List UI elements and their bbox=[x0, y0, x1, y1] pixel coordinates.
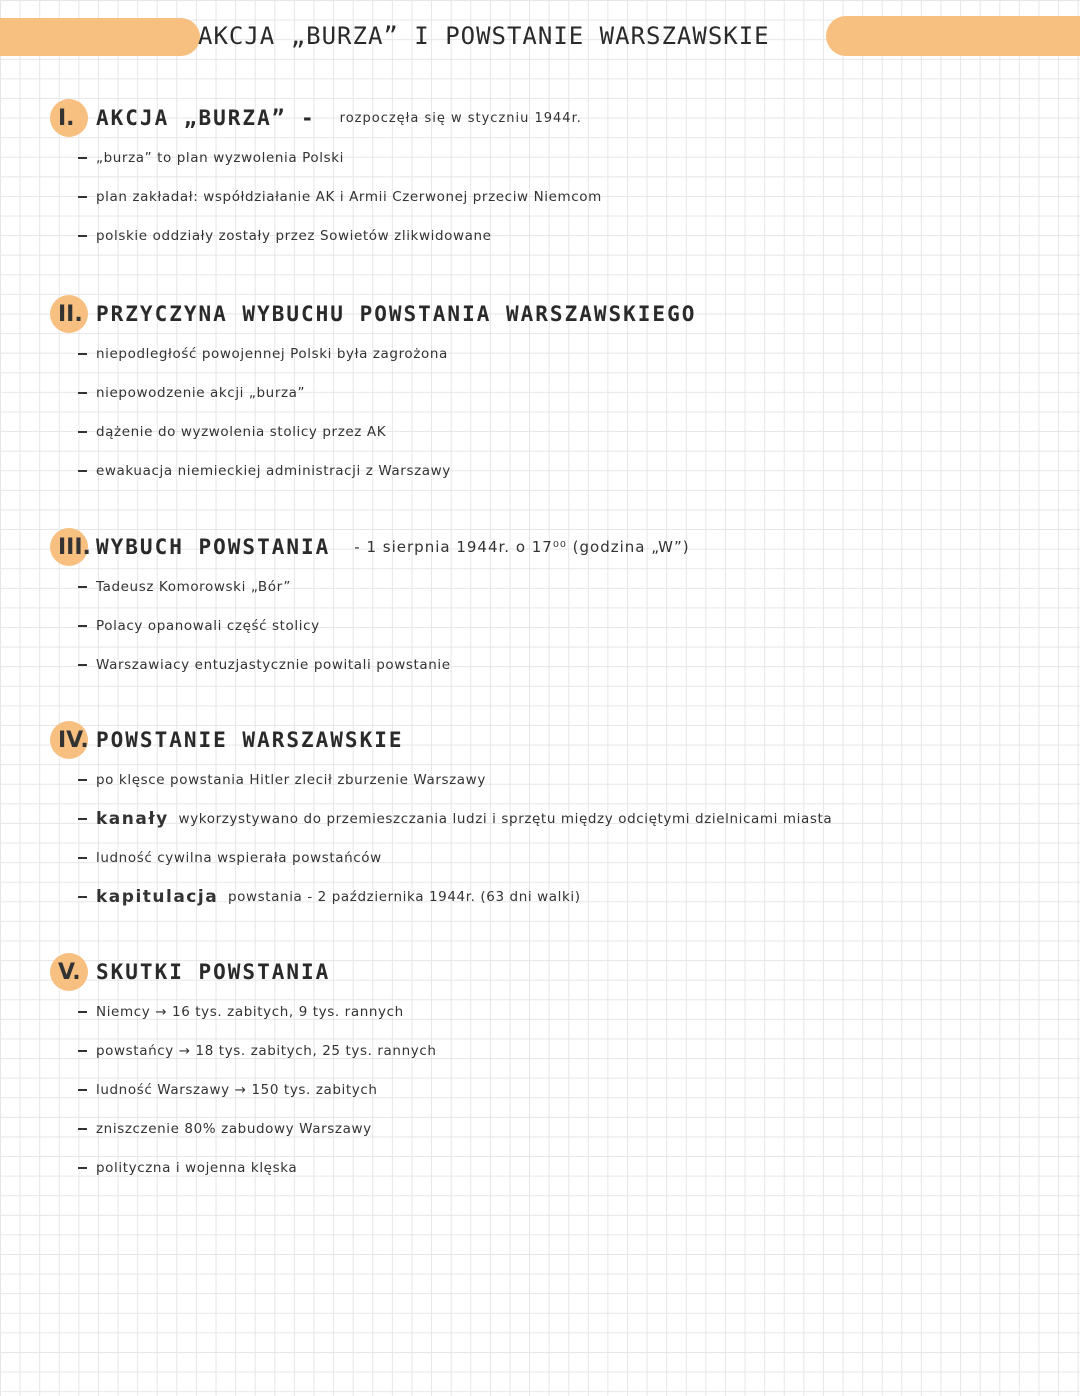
section-heading bbox=[50, 294, 1070, 334]
dash-bullet bbox=[78, 1128, 87, 1130]
list-item bbox=[50, 1031, 1070, 1070]
item-text: powstania - 2 października 1944r. (63 dni walki) bbox=[227, 888, 581, 905]
dash-bullet bbox=[78, 470, 87, 472]
list-item bbox=[50, 877, 1070, 916]
list-item bbox=[50, 412, 1070, 451]
item-text: zniszczenie 80% zabudowy Warszawy bbox=[96, 1120, 372, 1137]
dash-bullet bbox=[78, 857, 87, 859]
bullet-list bbox=[50, 138, 1070, 255]
section-heading bbox=[50, 98, 1070, 138]
section-number-badge: II. bbox=[50, 295, 88, 333]
dash-bullet bbox=[78, 664, 87, 666]
item-text: Polacy opanowali część stolicy bbox=[96, 617, 320, 634]
dash-bullet bbox=[78, 625, 87, 627]
list-item bbox=[50, 567, 1070, 606]
section-subtitle: - 1 sierpnia 1944r. o 17⁰⁰ (godzina „W”) bbox=[354, 538, 690, 556]
list-item bbox=[50, 216, 1070, 255]
item-text: polskie oddziały zostały przez Sowietów zlikwidowane bbox=[96, 227, 492, 244]
item-text: Niemcy → 16 tys. zabitych, 9 tys. rannych bbox=[96, 1003, 404, 1020]
list-item bbox=[50, 799, 1070, 838]
item-keyword: kanały bbox=[96, 808, 169, 829]
dash-bullet bbox=[78, 431, 87, 433]
section-title: POWSTANIE WARSZAWSKIE bbox=[96, 728, 404, 752]
section-powstanie bbox=[50, 720, 1070, 916]
list-item bbox=[50, 1148, 1070, 1187]
section-heading bbox=[50, 720, 1070, 760]
item-text: plan zakładał: współdziałanie AK i Armii Czerwonej przeciw Niemcom bbox=[96, 188, 602, 205]
list-item bbox=[50, 177, 1070, 216]
list-item bbox=[50, 606, 1070, 645]
bullet-list bbox=[50, 334, 1070, 490]
item-text: niepodległość powojennej Polski była zagrożona bbox=[96, 345, 448, 362]
section-akcja-burza bbox=[50, 98, 1070, 255]
bullet-list bbox=[50, 760, 1070, 916]
dash-bullet bbox=[78, 235, 87, 237]
dash-bullet bbox=[78, 896, 87, 898]
item-text: Warszawiacy entuzjastycznie powitali powstanie bbox=[96, 656, 451, 673]
section-skutki bbox=[50, 952, 1070, 1187]
item-text: ludność Warszawy → 150 tys. zabitych bbox=[96, 1081, 378, 1098]
section-title: AKCJA „BURZA” - bbox=[96, 106, 316, 130]
section-wybuch bbox=[50, 527, 1070, 684]
list-item bbox=[50, 1070, 1070, 1109]
dash-bullet bbox=[78, 392, 87, 394]
section-title: PRZYCZYNA WYBUCHU POWSTANIA WARSZAWSKIEGO bbox=[96, 302, 697, 326]
bullet-list bbox=[50, 567, 1070, 684]
item-text: powstańcy → 18 tys. zabitych, 25 tys. rannych bbox=[96, 1042, 437, 1059]
list-item bbox=[50, 992, 1070, 1031]
dash-bullet bbox=[78, 586, 87, 588]
page-title: AKCJA „BURZA” I POWSTANIE WARSZAWSKIE bbox=[198, 22, 770, 50]
title-banner-left bbox=[0, 18, 200, 56]
dash-bullet bbox=[78, 1050, 87, 1052]
section-subtitle: rozpoczęła się w styczniu 1944r. bbox=[339, 110, 582, 126]
dash-bullet bbox=[78, 779, 87, 781]
section-number-badge: IV. bbox=[50, 721, 88, 759]
item-keyword: kapitulacja bbox=[96, 886, 219, 907]
section-heading bbox=[50, 527, 1070, 567]
section-number-badge: V. bbox=[50, 953, 88, 991]
list-item bbox=[50, 645, 1070, 684]
section-number-badge: III. bbox=[50, 528, 88, 566]
item-text: ewakuacja niemieckiej administracji z Warszawy bbox=[96, 462, 451, 479]
dash-bullet bbox=[78, 1167, 87, 1169]
list-item bbox=[50, 760, 1070, 799]
list-item bbox=[50, 1109, 1070, 1148]
section-przyczyny bbox=[50, 294, 1070, 490]
title-banner-right bbox=[826, 16, 1080, 56]
list-item bbox=[50, 838, 1070, 877]
dash-bullet bbox=[78, 196, 87, 198]
bullet-list bbox=[50, 992, 1070, 1187]
item-text: niepowodzenie akcji „burza” bbox=[96, 384, 306, 401]
dash-bullet bbox=[78, 353, 87, 355]
item-text: wykorzystywano do przemieszczania ludzi i sprzętu między odciętymi dzielnicami miasta bbox=[178, 810, 833, 827]
list-item bbox=[50, 334, 1070, 373]
item-text: polityczna i wojenna klęska bbox=[96, 1159, 298, 1176]
list-item bbox=[50, 451, 1070, 490]
section-title: SKUTKI POWSTANIA bbox=[96, 960, 331, 984]
dash-bullet bbox=[78, 157, 87, 159]
dash-bullet bbox=[78, 1011, 87, 1013]
item-text: ludność cywilna wspierała powstańców bbox=[96, 849, 382, 866]
item-text: Tadeusz Komorowski „Bór” bbox=[96, 578, 291, 595]
section-heading bbox=[50, 952, 1070, 992]
section-title: WYBUCH POWSTANIA bbox=[96, 535, 331, 559]
dash-bullet bbox=[78, 818, 87, 820]
item-text: „burza” to plan wyzwolenia Polski bbox=[96, 149, 345, 166]
item-text: po klęsce powstania Hitler zlecił zburzenie Warszawy bbox=[96, 771, 486, 788]
list-item bbox=[50, 373, 1070, 412]
dash-bullet bbox=[78, 1089, 87, 1091]
section-number-badge: I. bbox=[50, 99, 88, 137]
list-item bbox=[50, 138, 1070, 177]
item-text: dążenie do wyzwolenia stolicy przez AK bbox=[96, 423, 387, 440]
